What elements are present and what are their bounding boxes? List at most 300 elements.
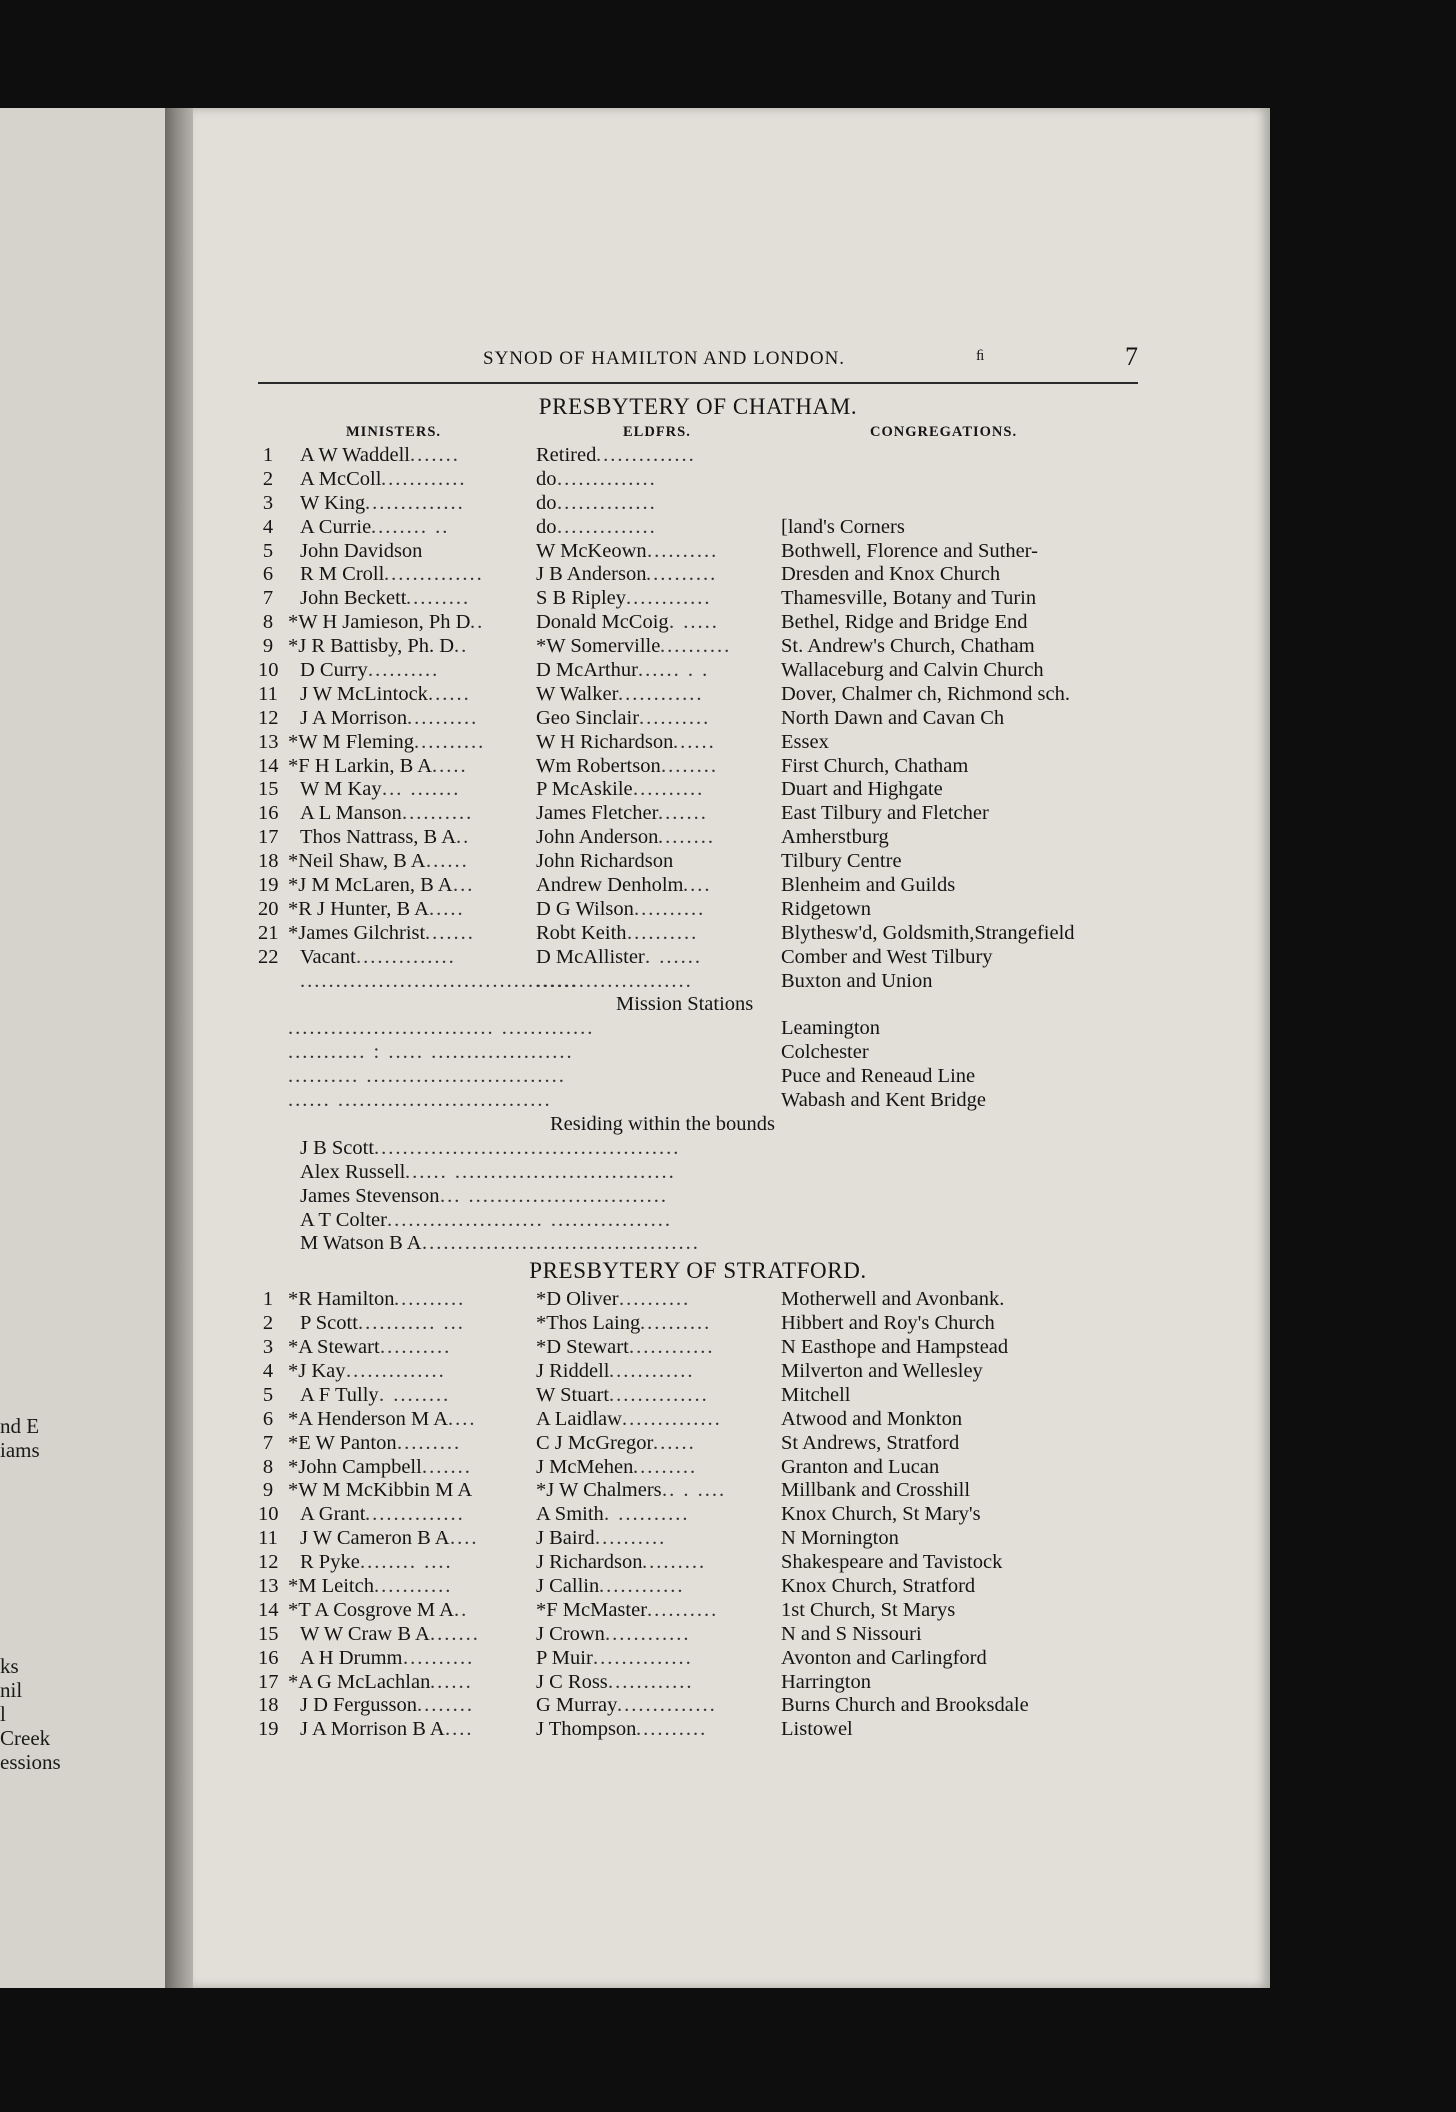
leader-dots: .... (683, 874, 712, 897)
minister-name: *R Hamilton (288, 1288, 395, 1311)
congregation-name: Blenheim and Guilds (781, 874, 956, 897)
table-row (258, 1288, 1138, 1312)
elder-name: G Murray (536, 1694, 618, 1717)
row-number: 19 (258, 1718, 279, 1741)
leader-dots: .......... (407, 706, 479, 729)
elder-name: W McKeown (536, 539, 647, 562)
row-number: 15 (258, 1622, 279, 1645)
congregation-name: Hibbert and Roy's Church (781, 1312, 995, 1335)
minister-name: *W M Fleming (288, 730, 415, 753)
leader-dots: .......... (660, 635, 732, 658)
leader-dots: .............. (609, 1383, 709, 1406)
table-row (258, 707, 1138, 731)
elder-name: C J McGregor (536, 1431, 654, 1454)
row-number: 13 (258, 730, 279, 753)
congregation-name: [land's Corners (781, 515, 905, 538)
congregation-name: N Easthope and Hampstead (781, 1336, 1009, 1359)
elder-name: *D Oliver (536, 1288, 619, 1311)
table-row (258, 492, 1138, 516)
congregation-name: N and S Nissouri (781, 1622, 922, 1645)
minister-name: J A Morrison (300, 706, 408, 729)
fragment-text: ks (0, 1654, 19, 1678)
leader-dots: ...... (428, 682, 471, 705)
congregation-name: Motherwell and Avonbank. (781, 1288, 1005, 1311)
elder-name: J Crown (536, 1622, 605, 1645)
congregation-name: North Dawn and Cavan Ch (781, 706, 1005, 729)
resident-minister-name: James Stevenson (300, 1184, 440, 1207)
minister-name: *A Henderson M A (288, 1407, 449, 1430)
resident-minister-name: A T Colter (300, 1208, 387, 1231)
running-title: SYNOD OF HAMILTON AND LONDON. (483, 348, 846, 369)
elder-name: J Callin (536, 1574, 600, 1597)
table-row (258, 802, 1138, 826)
elder-name: W H Richardson (536, 730, 674, 753)
elder-name: J Thompson (536, 1718, 637, 1741)
row-number: 6 (262, 563, 274, 586)
leader-dots: ............ (605, 1622, 691, 1645)
table-row (258, 970, 1138, 994)
minister-name: J A Morrison B A (300, 1718, 445, 1741)
minister-name: A F Tully (300, 1383, 379, 1406)
leader-dots: ....................................... (422, 1232, 700, 1255)
elder-name: D G Wilson (536, 897, 634, 920)
minister-name: D Curry (300, 659, 368, 682)
leader-dots: ........... : ..... .................... (288, 1041, 574, 1064)
table-row (258, 587, 1138, 611)
section-title-chatham: PRESBYTERY OF CHATHAM. (538, 394, 858, 419)
table-row (258, 1575, 1138, 1599)
residing-heading-text: Residing within the bounds (550, 1112, 775, 1135)
list-item (258, 1041, 1138, 1065)
row-number: 15 (258, 778, 279, 801)
congregation-name: 1st Church, St Marys (781, 1598, 956, 1621)
elder-name: Geo Sinclair (536, 706, 640, 729)
row-number: 14 (258, 1598, 279, 1621)
elder-name: Wm Robertson (536, 754, 661, 777)
resident-minister-name: Alex Russell (300, 1160, 406, 1183)
table-row (258, 1694, 1138, 1718)
congregation-name: Atwood and Monkton (781, 1407, 963, 1430)
mission-stations-heading (258, 993, 1138, 1017)
elder-name: *W Somerville (536, 635, 661, 658)
column-headers (258, 424, 1138, 444)
table-row (258, 611, 1138, 635)
congregation-name: St. Andrew's Church, Chatham (781, 635, 1035, 658)
table-row (258, 1623, 1138, 1647)
row-number: 4 (262, 515, 274, 538)
table-row (258, 1336, 1138, 1360)
leader-dots: .. (456, 826, 471, 849)
row-number: 2 (262, 467, 274, 490)
congregation-name: First Church, Chatham (781, 754, 969, 777)
elder-name: do (536, 467, 557, 490)
leader-dots: .............. (622, 1407, 722, 1430)
congregation-name: Knox Church, St Mary's (781, 1503, 981, 1526)
row-number: 11 (258, 1527, 278, 1550)
row-number: 10 (258, 1503, 279, 1526)
table-row (258, 1527, 1138, 1551)
table-row (258, 1408, 1138, 1432)
table-row (258, 1599, 1138, 1623)
table-row (258, 1479, 1138, 1503)
book-gutter (165, 108, 193, 1988)
congregation-name: Bothwell, Florence and Suther- (781, 539, 1038, 562)
minister-name: W M Kay (300, 778, 382, 801)
elder-name: do (536, 515, 557, 538)
row-number: 17 (258, 826, 279, 849)
row-number: 8 (262, 611, 274, 634)
congregation-name: Essex (781, 730, 829, 753)
leader-dots: .. . .... (662, 1479, 727, 1502)
leader-dots: ............ (618, 682, 704, 705)
leader-dots: ..... (432, 754, 468, 777)
row-number: 5 (262, 1383, 274, 1406)
row-number: 17 (258, 1670, 279, 1693)
congregation-name: Granton and Lucan (781, 1455, 940, 1478)
leader-dots: . .......... (604, 1503, 690, 1526)
resident-minister-name: J B Scott (300, 1136, 375, 1159)
elder-name: do (536, 491, 557, 514)
printer-mark: ﬁ (976, 348, 985, 364)
minister-name: *E W Panton (288, 1431, 397, 1454)
leader-dots: .......... (636, 1718, 708, 1741)
leader-dots: ............ (609, 1359, 695, 1382)
fragment-text: nd E (0, 1414, 40, 1438)
minister-name: A W Waddell (300, 444, 410, 466)
minister-name: *F H Larkin, B A (288, 754, 433, 777)
minister-name: J W Cameron B A (300, 1527, 450, 1550)
elder-name: J Baird (536, 1527, 595, 1550)
list-item (258, 1232, 1138, 1256)
section-title-stratford: PRESBYTERY OF STRATFORD. (529, 1258, 867, 1284)
minister-name: Vacant (300, 945, 356, 968)
leader-dots: ...... ............................... (405, 1160, 676, 1183)
leader-dots: . ..... (669, 611, 719, 634)
mission-heading-text: Mission Stations (616, 993, 754, 1016)
row-number: 16 (258, 802, 279, 825)
leader-dots: .......... (402, 802, 474, 825)
minister-name: A McColl (300, 467, 382, 490)
leader-dots: .... (450, 1527, 479, 1550)
elder-name: *J W Chalmers (536, 1479, 662, 1502)
row-number: 21 (258, 921, 279, 944)
minister-name: *M Leitch (288, 1574, 374, 1597)
leader-dots: .......... (368, 659, 440, 682)
table-row (258, 850, 1138, 874)
table-row (258, 922, 1138, 946)
minister-name: *John Campbell (288, 1455, 422, 1478)
minister-name: *J R Battisby, Ph. D (288, 635, 455, 658)
row-number: 7 (262, 1431, 274, 1454)
elder-name: *F McMaster (536, 1598, 648, 1621)
running-header (258, 342, 1138, 384)
leader-dots: ..... (429, 897, 465, 920)
leader-dots: .............. (596, 444, 696, 466)
leader-dots: ........... ... (358, 1312, 465, 1335)
row-number: 13 (258, 1574, 279, 1597)
col-elders: ELDFRS. (623, 424, 691, 440)
table-row (258, 444, 1138, 468)
congregation-name: Avonton and Carlingford (781, 1646, 987, 1669)
mission-station-name: Wabash and Kent Bridge (781, 1089, 986, 1112)
minister-name: *R J Hunter, B A (288, 897, 429, 920)
leader-dots: ........ .. (371, 515, 450, 538)
leader-dots: .......... (394, 1288, 466, 1311)
col-congregations: CONGREGATIONS. (870, 424, 1018, 440)
leader-dots: ... ....... (382, 778, 461, 801)
congregation-name: Duart and Highgate (781, 778, 943, 801)
leader-dots: ............ (608, 1670, 694, 1693)
leader-dots: .......... (403, 1646, 475, 1669)
leader-dots: ....... (410, 444, 460, 466)
minister-name: John Beckett (300, 587, 407, 610)
elder-name: D McArthur (536, 659, 638, 682)
fragment-text: Creek (0, 1726, 51, 1750)
minister-name: John Davidson (300, 539, 423, 562)
row-number: 14 (258, 754, 279, 777)
minister-name: *W M McKibbin M A (288, 1479, 473, 1502)
minister-name: R Pyke (300, 1551, 360, 1574)
mission-station-name: Leamington (781, 1017, 881, 1040)
minister-name: J D Fergusson (300, 1694, 417, 1717)
elder-name: W Walker (536, 682, 619, 705)
congregation-name: Ridgetown (781, 897, 871, 920)
fragment-text: essions (0, 1750, 61, 1774)
congregation-name: Wallaceburg and Calvin Church (781, 659, 1044, 682)
fragment-text: iams (0, 1438, 40, 1462)
table-row (258, 898, 1138, 922)
congregation-name: Comber and West Tilbury (781, 945, 993, 968)
row-number: 19 (258, 874, 279, 897)
leader-dots: ........... (374, 1574, 453, 1597)
minister-name: *A G McLachlan (288, 1670, 431, 1693)
row-number: 5 (262, 539, 274, 562)
fragment-text: l (0, 1702, 6, 1726)
table-row (258, 635, 1138, 659)
leader-dots: .......... (639, 706, 711, 729)
minister-name: A Currie (300, 515, 372, 538)
page-number: 7 (1125, 342, 1138, 371)
row-number: 7 (262, 587, 274, 610)
congregation-name: East Tilbury and Fletcher (781, 802, 989, 825)
leader-dots: .......... (619, 1288, 691, 1311)
table-row (258, 1432, 1138, 1456)
elder-name: A Smith (536, 1503, 604, 1526)
leader-dots: ............ (381, 467, 467, 490)
list-item (258, 1209, 1138, 1233)
leader-dots: .............. (365, 1503, 465, 1526)
leader-dots: .......... (595, 1527, 667, 1550)
table-row (258, 683, 1138, 707)
book-page (193, 108, 1270, 1988)
leader-dots: ...................... ................. (387, 1208, 672, 1231)
leader-dots: .............. (384, 563, 484, 586)
table-row (258, 1718, 1138, 1742)
elder-name: Robt Keith (536, 921, 627, 944)
leader-dots: ...... (426, 850, 469, 873)
table-row (258, 755, 1138, 779)
table-row (258, 1360, 1138, 1384)
mission-station-name: Colchester (781, 1041, 869, 1064)
leader-dots: . ...... (645, 945, 702, 968)
leader-dots: ...................... (536, 969, 693, 992)
list-item (258, 1017, 1138, 1041)
minister-name: A H Drumm (300, 1646, 403, 1669)
row-number: 1 (262, 1288, 274, 1311)
leader-dots: .............. (346, 1359, 446, 1382)
elder-name: J C Ross (536, 1670, 608, 1693)
congregation-name: Dover, Chalmer ch, Richmond sch. (781, 682, 1070, 705)
table-row (258, 946, 1138, 970)
list-item (258, 1185, 1138, 1209)
leader-dots: ....................................... (300, 969, 578, 992)
stratford-table (258, 1288, 1138, 1742)
chatham-table (258, 444, 1138, 993)
leader-dots: ........ (658, 826, 715, 849)
residing-list (258, 1137, 1138, 1256)
congregation-name: Millbank and Crosshill (781, 1479, 971, 1502)
table-row (258, 826, 1138, 850)
leader-dots: ........ .... (360, 1551, 453, 1574)
minister-name: *James Gilchrist (288, 921, 426, 944)
mission-stations-list (258, 1017, 1138, 1113)
elder-name: *D Stewart (536, 1336, 629, 1359)
minister-name: Thos Nattrass, B A (300, 826, 457, 849)
page-content (258, 342, 1138, 1742)
leader-dots: .............. (557, 515, 657, 538)
congregation-name: Bethel, Ridge and Bridge End (781, 611, 1028, 634)
minister-name: *A Stewart (288, 1336, 380, 1359)
congregation-name: Harrington (781, 1670, 871, 1693)
row-number: 16 (258, 1646, 279, 1669)
leader-dots: .... (445, 1718, 474, 1741)
elder-name: Andrew Denholm (536, 874, 684, 897)
elder-name: A Laidlaw (536, 1407, 622, 1430)
minister-name: R M Croll (300, 563, 385, 586)
elder-name: P McAskile (536, 778, 633, 801)
leader-dots: ....... (658, 802, 708, 825)
elder-name: James Fletcher (536, 802, 659, 825)
list-item (258, 1161, 1138, 1185)
congregation-name: N Mornington (781, 1527, 899, 1550)
row-number: 3 (262, 1336, 274, 1359)
leader-dots: .......... ............................ (288, 1065, 566, 1088)
table-row (258, 731, 1138, 755)
table-row (258, 468, 1138, 492)
congregation-name: Burns Church and Brooksdale (781, 1694, 1029, 1717)
congregation-name: Thamesville, Botany and Turin (781, 587, 1037, 610)
mission-station-name: Puce and Reneaud Line (781, 1065, 976, 1088)
congregation-name: Listowel (781, 1718, 853, 1741)
fragment-text: nil (0, 1678, 23, 1702)
leader-dots: ......... (406, 587, 471, 610)
elder-name: P Muir (536, 1646, 593, 1669)
leader-dots: ....... (430, 1622, 480, 1645)
table-row (258, 1551, 1138, 1575)
leader-dots: ........ (661, 754, 718, 777)
row-number: 9 (262, 635, 274, 658)
table-row (258, 540, 1138, 564)
elder-name: Retired (536, 444, 597, 466)
congregation-name: Amherstburg (781, 826, 889, 849)
leader-dots: ......... (397, 1431, 462, 1454)
minister-name: W King (300, 491, 366, 514)
row-number: 6 (262, 1407, 274, 1430)
leader-dots: .......... (647, 539, 719, 562)
col-ministers: MINISTERS. (346, 424, 442, 440)
minister-name: *J M McLaren, B A (288, 874, 453, 897)
leader-dots: .... (448, 1407, 477, 1430)
row-number: 2 (262, 1312, 274, 1335)
congregation-name: Knox Church, Stratford (781, 1574, 976, 1597)
congregation-name: Dresden and Knox Church (781, 563, 1001, 586)
congregation-name: Mitchell (781, 1383, 851, 1406)
row-number: 8 (262, 1455, 274, 1478)
row-number: 1 (262, 444, 274, 466)
congregation-name: St Andrews, Stratford (781, 1431, 960, 1454)
leader-dots: .......... (634, 897, 706, 920)
elder-name: Donald McCoig (536, 611, 669, 634)
list-item (258, 1089, 1138, 1113)
list-item (258, 1065, 1138, 1089)
leader-dots: .......... (647, 1598, 719, 1621)
minister-name: P Scott (300, 1312, 358, 1335)
table-row (258, 1312, 1138, 1336)
minister-name: W W Craw B A (300, 1622, 430, 1645)
leader-dots: ......... (642, 1551, 707, 1574)
table-row (258, 1671, 1138, 1695)
table-row (258, 563, 1138, 587)
leader-dots: .......... (414, 730, 486, 753)
leader-dots: ...... (430, 1670, 473, 1693)
leader-dots: ... (453, 874, 475, 897)
minister-name: A Grant (300, 1503, 366, 1526)
elder-name: John Richardson (536, 850, 674, 873)
leader-dots: .............. (617, 1694, 717, 1717)
leader-dots: ........................................... (374, 1136, 681, 1159)
row-number: 18 (258, 850, 279, 873)
leader-dots: .......... (640, 1312, 712, 1335)
leader-dots: .............. (593, 1646, 693, 1669)
congregation-name: Blythesw'd, Goldsmith,Strangefield (781, 921, 1075, 944)
minister-name: *J Kay (288, 1359, 346, 1382)
leader-dots: ........ (417, 1694, 474, 1717)
minister-name: J W McLintock (300, 682, 428, 705)
leader-dots: ... ............................ (440, 1184, 668, 1207)
leader-dots: ....... (425, 921, 475, 944)
table-row (258, 1647, 1138, 1671)
elder-name: J B Anderson (536, 563, 647, 586)
row-number: 3 (262, 491, 274, 514)
minister-name: *T A Cosgrove M A (288, 1598, 454, 1621)
elder-name: *Thos Laing (536, 1312, 641, 1335)
table-row (258, 874, 1138, 898)
residing-heading (258, 1113, 1138, 1137)
leader-dots: .............. (557, 491, 657, 514)
leader-dots: ............ (629, 1336, 715, 1359)
row-number: 20 (258, 897, 279, 920)
elder-name: S B Ripley (536, 587, 626, 610)
leader-dots: ...... (673, 730, 716, 753)
congregation-name: Buxton and Union (781, 969, 933, 992)
minister-name: *Neil Shaw, B A (288, 850, 426, 873)
leader-dots: ...... . . (638, 659, 710, 682)
congregation-name: Milverton and Wellesley (781, 1359, 983, 1382)
row-number: 18 (258, 1694, 279, 1717)
resident-minister-name: M Watson B A (300, 1232, 422, 1255)
list-item (258, 1137, 1138, 1161)
leader-dots: ....... (422, 1455, 472, 1478)
